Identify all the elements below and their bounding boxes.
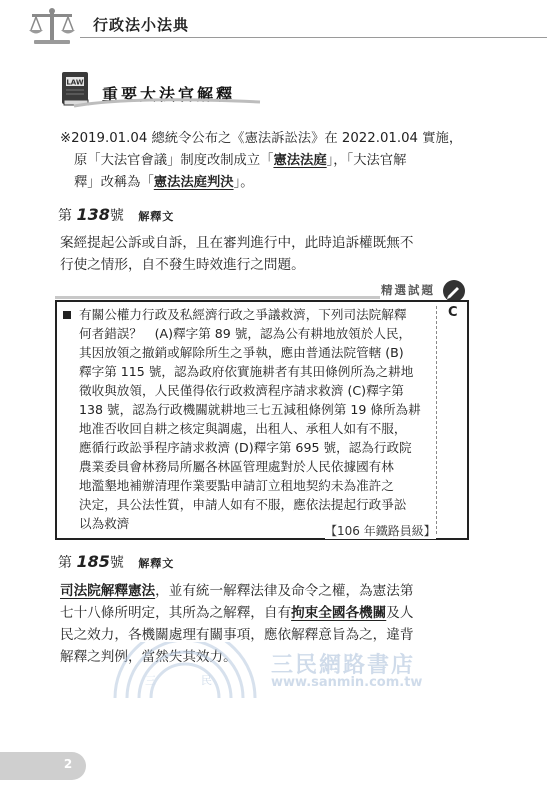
notice-line-2 — [60, 150, 460, 172]
page-number: 2 — [63, 757, 73, 771]
notice-underlined-term: 憲法法庭 — [273, 153, 327, 168]
quiz-tag-label: 精選試題 — [381, 283, 435, 297]
question-line: 農業委員會林務局所屬各林區管理處對於人民依據國有林 — [79, 459, 394, 474]
question-line: 138 號，認為行政機關就耕地三七五減租條例第 19 條所為耕 — [79, 402, 421, 417]
sanmin-logo-arcs — [105, 642, 265, 700]
balance-scale-icon — [28, 6, 76, 46]
case-185-heading — [58, 552, 174, 572]
quiz-question — [79, 305, 434, 533]
question-line: 以為救濟 — [79, 516, 130, 531]
case-label: 解釋文 — [138, 210, 175, 223]
paragraph-line: 行使之情形，自不發生時效進行之問題。 — [60, 257, 305, 273]
case-suffix: 號 — [109, 555, 124, 571]
case-label: 解釋文 — [138, 557, 175, 570]
quiz-tag-rule — [55, 296, 380, 299]
case-number: 185 — [76, 552, 110, 571]
paragraph-text: 及人 — [386, 605, 414, 621]
case-prefix: 第 — [58, 555, 72, 571]
question-line: 地准否收回自耕之核定與調處，出租人、承租人如有不服， — [79, 421, 407, 436]
header-rule — [80, 37, 547, 38]
case-prefix: 第 — [58, 208, 72, 224]
watermark-char: 民 — [201, 674, 212, 687]
question-line: 何者錯誤？ (A)釋字第 89 號，認為公有耕地放領於人民， — [79, 326, 412, 341]
page-header — [0, 0, 547, 40]
paragraph-text: 七十八條所明定，其所為之解釋，自有 — [60, 605, 292, 621]
question-line: 有關公權力行政及私經濟行政之爭議救濟，下列司法院解釋 — [79, 307, 407, 322]
paragraph-text: ，並有統一解釋法律及命令之權，為憲法第 — [155, 583, 414, 599]
page-footer — [0, 752, 86, 780]
watermark-store-name: 三民網路書店 — [271, 653, 416, 678]
notice-text: 原「大法官會議」制度改制成立「 — [74, 153, 274, 168]
watermark-url: www.sanmin.com.tw — [271, 675, 423, 690]
notice-text: 」，「大法官解 — [326, 153, 407, 168]
notice-line-3 — [60, 172, 460, 194]
question-line: 地濫墾地補辦清理作業要點申請訂立租地契約未為准許之 — [79, 478, 394, 493]
watermark-char: 三 — [145, 674, 156, 687]
case-number: 138 — [76, 205, 110, 224]
question-line: 決定，具公法性質，申請人如有不服，應依法提起行政爭訟 — [79, 497, 407, 512]
question-line: 釋字第 115 號，認為政府依實施耕者有其田條例所為之耕地 — [79, 364, 414, 379]
square-bullet-icon — [63, 311, 71, 319]
quiz-answer: C — [448, 305, 458, 320]
quiz-box — [55, 300, 469, 540]
question-line: 應循行政訟爭程序請求救濟 (D)釋字第 695 號，認為行政院 — [79, 440, 412, 455]
book-title: 行政法小法典 — [93, 16, 190, 34]
section-title: 重要大法官解釋 — [102, 85, 236, 104]
sanmin-watermark — [105, 642, 445, 700]
question-line: 徵收與放領，人民僅得依行政救濟程序請求救濟 (C)釋字第 — [79, 383, 404, 398]
notice-text: 釋」改稱為「 — [74, 175, 154, 190]
notice-line-1: ※2019.01.04 總統令公布之《憲法訴訟法》在 2022.01.04 實施， — [60, 131, 463, 146]
underlined-term: 司法院解釋憲法 — [60, 583, 156, 599]
section-underline-swoosh — [72, 94, 262, 114]
paragraph-line: 案經提起公訴或自訴，且在審判進行中，此時追訴權既無不 — [60, 235, 414, 251]
notice-underlined-term: 憲法法庭判決 — [153, 175, 234, 190]
case-138-heading — [58, 205, 174, 225]
quiz-source: 【106 年鐵路員級】 — [325, 524, 436, 538]
question-line: 其因放領之撤銷或解除所生之爭執，應由普通法院管轄 (B) — [79, 345, 404, 360]
section-heading — [58, 70, 508, 110]
case-138-text — [60, 232, 485, 276]
constitutional-court-notice — [60, 128, 463, 194]
paragraph-line — [60, 602, 485, 624]
paragraph-line — [60, 580, 485, 602]
answer-divider — [436, 306, 437, 534]
paragraph-line: 民之效力，各機關處理有關事項，應依解釋意旨為之，違背 — [60, 627, 414, 643]
notice-text: 」。 — [233, 175, 254, 190]
paragraph-line: 解釋之判例，當然失其效力。 — [60, 649, 237, 665]
case-suffix: 號 — [109, 208, 124, 224]
law-book-text: LAW — [66, 78, 84, 87]
underlined-term: 拘束全國各機關 — [291, 605, 387, 621]
